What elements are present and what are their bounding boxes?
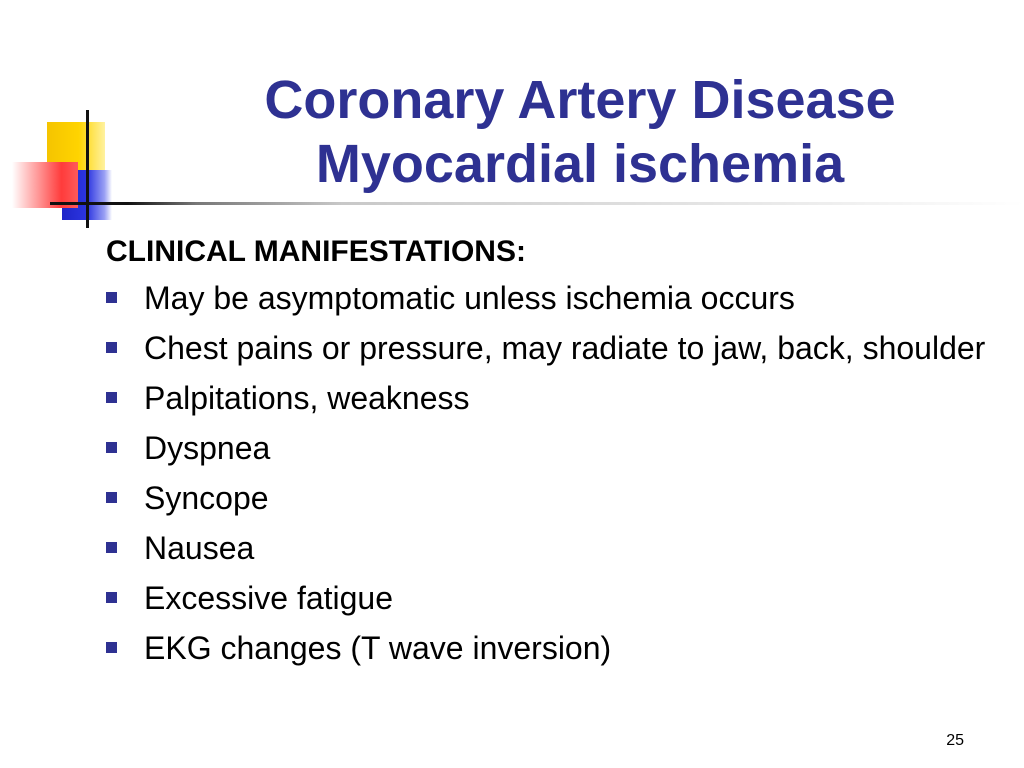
title-line-1: Coronary Artery Disease — [264, 70, 896, 130]
square-bullet-icon — [106, 442, 117, 453]
bullet-text: Excessive fatigue — [144, 580, 394, 616]
bullet-text: Syncope — [144, 480, 269, 516]
square-bullet-icon — [106, 292, 117, 303]
decorative-horizontal-line — [50, 202, 1024, 205]
bullet-item — [106, 328, 986, 368]
decorative-vertical-line — [86, 110, 89, 228]
section-heading: CLINICAL MANIFESTATIONS: — [106, 235, 526, 268]
bullet-item — [106, 278, 986, 318]
title-line-2: Myocardial ischemia — [315, 134, 845, 194]
bullet-item — [106, 478, 986, 518]
square-bullet-icon — [106, 392, 117, 403]
square-bullet-icon — [106, 592, 117, 603]
bullet-text: Dyspnea — [144, 430, 271, 466]
square-bullet-icon — [106, 542, 117, 553]
square-bullet-icon — [106, 492, 117, 503]
bullet-text: Palpitations, weakness — [144, 380, 470, 416]
bullet-item — [106, 628, 986, 668]
bullet-item — [106, 428, 986, 468]
bullet-item — [106, 528, 986, 568]
slide-body — [106, 230, 986, 678]
bullet-text: EKG changes (T wave inversion) — [144, 630, 612, 666]
bullet-item — [106, 378, 986, 418]
square-bullet-icon — [106, 342, 117, 353]
bullet-text: Nausea — [144, 530, 255, 566]
bullet-item — [106, 578, 986, 618]
bullet-text: Chest pains or pressure, may radiate to jaw, back, shoulder — [144, 330, 986, 366]
square-bullet-icon — [106, 642, 117, 653]
page-number: 25 — [946, 732, 964, 749]
bullet-text: May be asymptomatic unless ischemia occurs — [144, 280, 795, 316]
slide-title — [150, 68, 1010, 196]
bullet-list — [106, 278, 986, 668]
